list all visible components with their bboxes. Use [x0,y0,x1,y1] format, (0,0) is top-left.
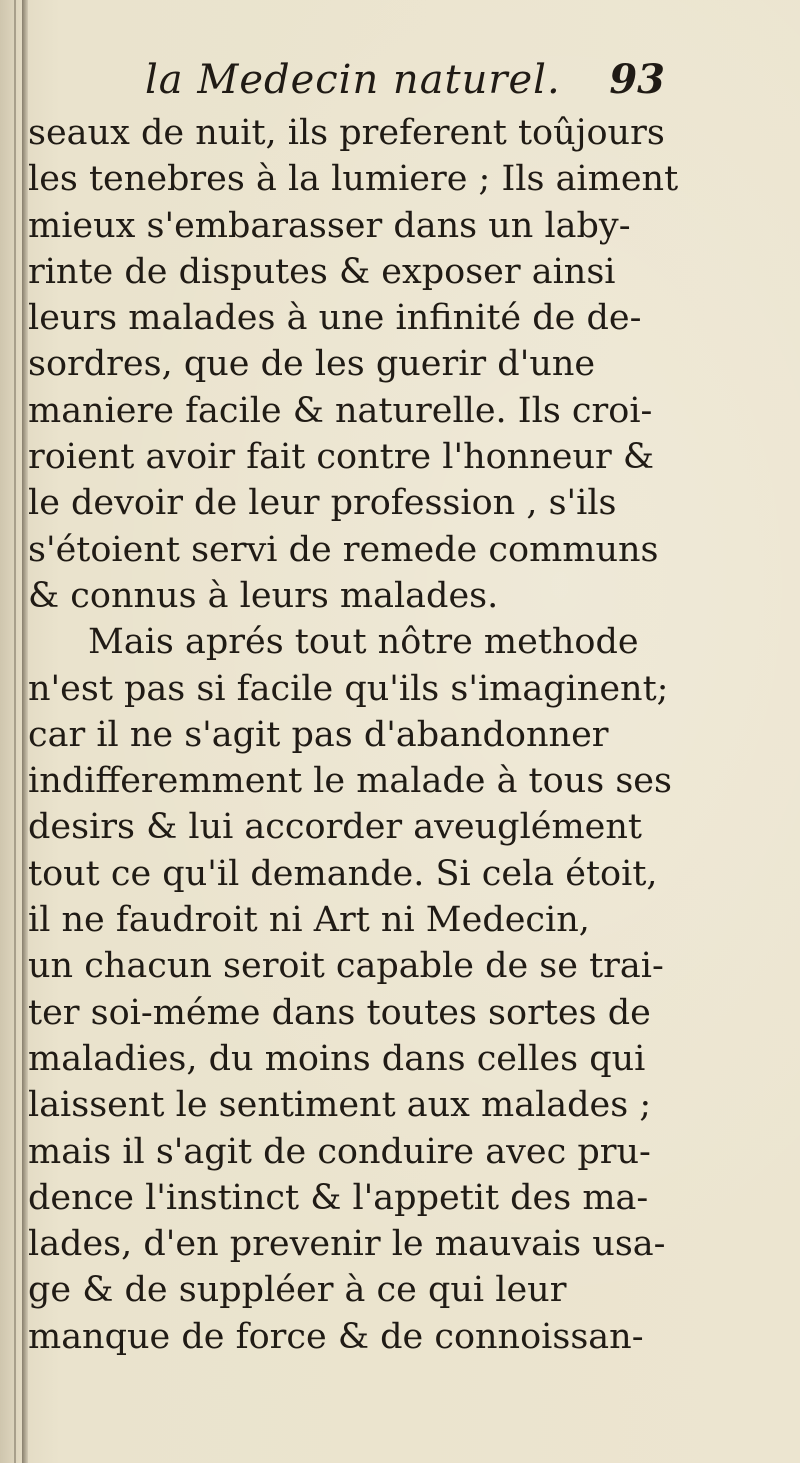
text-line: le devoir de leur profession , s'ils [28,483,617,524]
running-title: la Medecin naturel. [145,57,561,103]
text-line: n'est pas si facile qu'ils s'imaginent; [28,668,669,709]
text-line: car il ne s'agit pas d'abandonner [28,714,609,755]
body-text [28,110,778,1360]
running-header [145,52,665,108]
text-line: seaux de nuit, ils preferent toûjours [28,113,665,153]
paragraph-start-line: Mais aprés tout nôtre methode [88,622,639,663]
text-line: maladies, du moins dans celles qui [28,1038,646,1079]
text-line: indifferemment le malade à tous ses [28,761,672,802]
text-line: & connus à leurs malades. [28,575,499,616]
binding-shadow [14,0,16,1463]
text-line: laissent le sentiment aux malades ; [28,1085,652,1126]
text-line: dence l'instinct & l'appetit des ma- [28,1177,649,1218]
text-line: roient avoir fait contre l'honneur & [28,437,655,478]
text-line: mieux s'embarasser dans un laby- [28,205,631,246]
text-line: tout ce qu'il demande. Si cela étoit, [28,853,658,894]
text-line: un chacun seroit capable de se trai- [28,946,664,987]
text-line: rinte de disputes & exposer ainsi [28,251,616,292]
text-line: les tenebres à la lumiere ; Ils aiment [28,159,679,200]
text-line: mais il s'agit de conduire avec pru- [28,1131,651,1172]
text-line: desirs & lui accorder aveuglément [28,807,642,848]
text-line: sordres, que de les guerir d'une [28,344,596,385]
text-line: s'étoient servi de remede communs [28,529,659,570]
text-line: ter soi-méme dans toutes sortes de [28,992,651,1033]
text-line: lades, d'en prevenir le mauvais usa- [28,1224,666,1265]
text-line: leurs malades à une infinité de de- [28,298,642,339]
text-line: manque de force & de connoissan- [28,1316,644,1357]
text-line: maniere facile & naturelle. Ils croi- [28,390,653,431]
text-line: ge & de suppléer à ce qui leur [28,1270,567,1311]
page-number: 93 [609,56,665,103]
text-line: il ne faudroit ni Art ni Medecin, [28,900,590,941]
